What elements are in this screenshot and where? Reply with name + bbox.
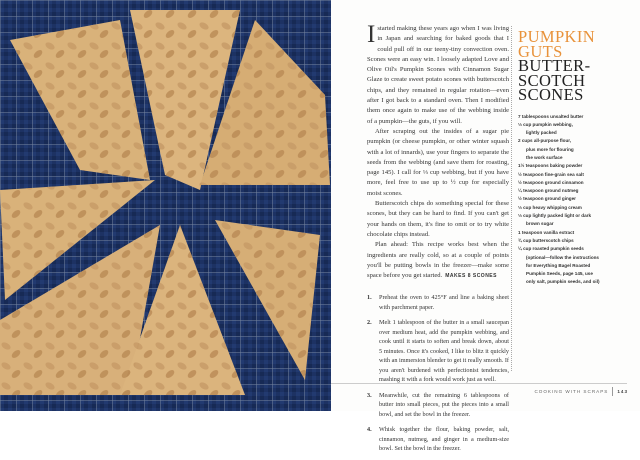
ingredient: ⅓ cup heavy whipping cream	[518, 204, 582, 210]
ingredient: ⅓ cup lightly packed light or dark	[518, 213, 592, 219]
ingredient: ⅓ cup pumpkin webbing,	[518, 121, 573, 127]
running-footer: COOKING WITH SCRAPS	[534, 389, 609, 394]
title-line: SCOTCH	[518, 70, 586, 90]
step-number: 4.	[367, 426, 372, 434]
title-line: SCONES	[518, 85, 584, 104]
step	[367, 425, 509, 454]
title-line: GUTS	[518, 41, 563, 61]
ingredient-continuation: only salt, pumpkin seeds, and oil)	[526, 279, 600, 285]
ingredient-continuation: lightly packed	[526, 130, 557, 136]
step-text: Preheat the oven to 425°F and line a baking sheet with parchment paper.	[379, 294, 509, 311]
step-text: Melt 1 tablespoon of the butter in a small saucepan over medium heat, add the pumpkin webbing, and cook until it starts to soften and break down, about 5 minutes. Once it's cooked, I like to blitz it quickly with an immersion blender to get it really smooth. If you aren't burdened with perfectionist tendencies, mashing it with a fork would work just as well.	[379, 319, 509, 384]
ingredient-continuation: the work surface	[526, 154, 563, 160]
ingredients-list	[518, 113, 628, 287]
yield: MAKES 8 SCONES	[445, 273, 497, 280]
column-divider	[511, 26, 512, 371]
title-line: PUMPKIN	[518, 27, 596, 46]
steps-list	[367, 293, 509, 454]
intro-text: started making these years ago when I was living in Japan and searching for baked goods that I could pull off in our teeny-tiny convection oven. Scones were an easy win. I loosely adapted Love and Olive Oil's Pumpkin Scones with Cinnamon Sugar Glaze to create sweet potato scones with butterscotch chips, and they remained in regular rotation—even after I got back to a standard oven. Then I modified them once again to make use of the webbing inside of a pumpkin—the guts, if you will.	[367, 25, 509, 125]
ingredient: ¼ cup roasted pumpkin seeds	[518, 246, 584, 252]
page-footer	[534, 387, 628, 396]
drop-cap: I	[367, 21, 376, 48]
scones-illustration	[0, 0, 331, 411]
step-number: 2.	[367, 319, 372, 327]
ingredient: ¾ cup butterscotch chips	[518, 237, 574, 243]
step-text: Meanwhile, cut the remaining 6 tablespoons of butter into small pieces, put the pieces into a small bowl, and set the bowl in the freezer.	[379, 391, 509, 418]
step-text: Whisk together the flour, baking powder, salt, cinnamon, nutmeg, and ginger in a medium-size bowl. Set the bowl in the freezer.	[379, 426, 509, 453]
step	[367, 318, 509, 385]
ingredient: 1 teaspoon vanilla extract	[518, 229, 575, 235]
page-number: 143	[617, 389, 628, 394]
scones-photo	[0, 0, 331, 411]
title-line: BUTTER-	[518, 56, 591, 75]
ingredient-continuation: plus more for flouring	[526, 146, 574, 152]
step	[367, 293, 509, 312]
step-number: 3.	[367, 391, 372, 399]
ingredient: ½ teaspoon ground ginger	[518, 196, 576, 202]
ingredient-continuation: for Everything Bagel Roasted	[526, 262, 591, 268]
step-number: 1.	[367, 294, 372, 302]
ingredient: ¼ teaspoon ground nutmeg	[518, 188, 579, 194]
footer-rule	[331, 383, 627, 384]
recipe-sidebar	[518, 27, 628, 287]
ingredient: 2 cups all-purpose flour,	[518, 138, 572, 144]
ingredient: 1½ teaspoons baking powder	[518, 163, 583, 169]
recipe-page	[331, 0, 640, 453]
intro-text: Plan ahead: This recipe works best when the ingredients are really cold, so at a couple of points you'll be putting bowls in the freezer—make some space before you get started.	[367, 241, 509, 280]
intro-paragraph: Butterscotch chips do something special for these scones, but they can be hard to find. If you can't get your hands on them, it's fine to omit or to try white chocolate chips instead.	[367, 200, 509, 238]
intro-paragraph: After scraping out the insides of a sugar pie pumpkin (or cheese pumpkin, or other winter squash with a lot of innards), use your fingers to separate the seeds from the webbing (and save them for roasting, page 145). I call for ⅓ cup webbing, but if you have more, feel free to use up to ½ cup for especially moist scones.	[367, 127, 509, 197]
ingredient-continuation: (optional—follow the instructions	[526, 254, 599, 260]
recipe-body	[367, 21, 509, 460]
intro-paragraph	[367, 240, 509, 281]
ingredient: ½ teaspoon ground cinnamon	[518, 179, 584, 185]
footer-separator	[612, 387, 613, 396]
recipe-title	[518, 27, 628, 104]
ingredient-continuation: brown sugar	[526, 221, 554, 227]
ingredient: ½ teaspoon fine-grain sea salt	[518, 171, 584, 177]
intro-paragraph	[367, 21, 509, 127]
step	[367, 391, 509, 420]
ingredient: 7 tablespoons unsalted butter	[518, 113, 584, 119]
ingredient-continuation: Pumpkin Seeds, page 145, use	[526, 271, 593, 277]
